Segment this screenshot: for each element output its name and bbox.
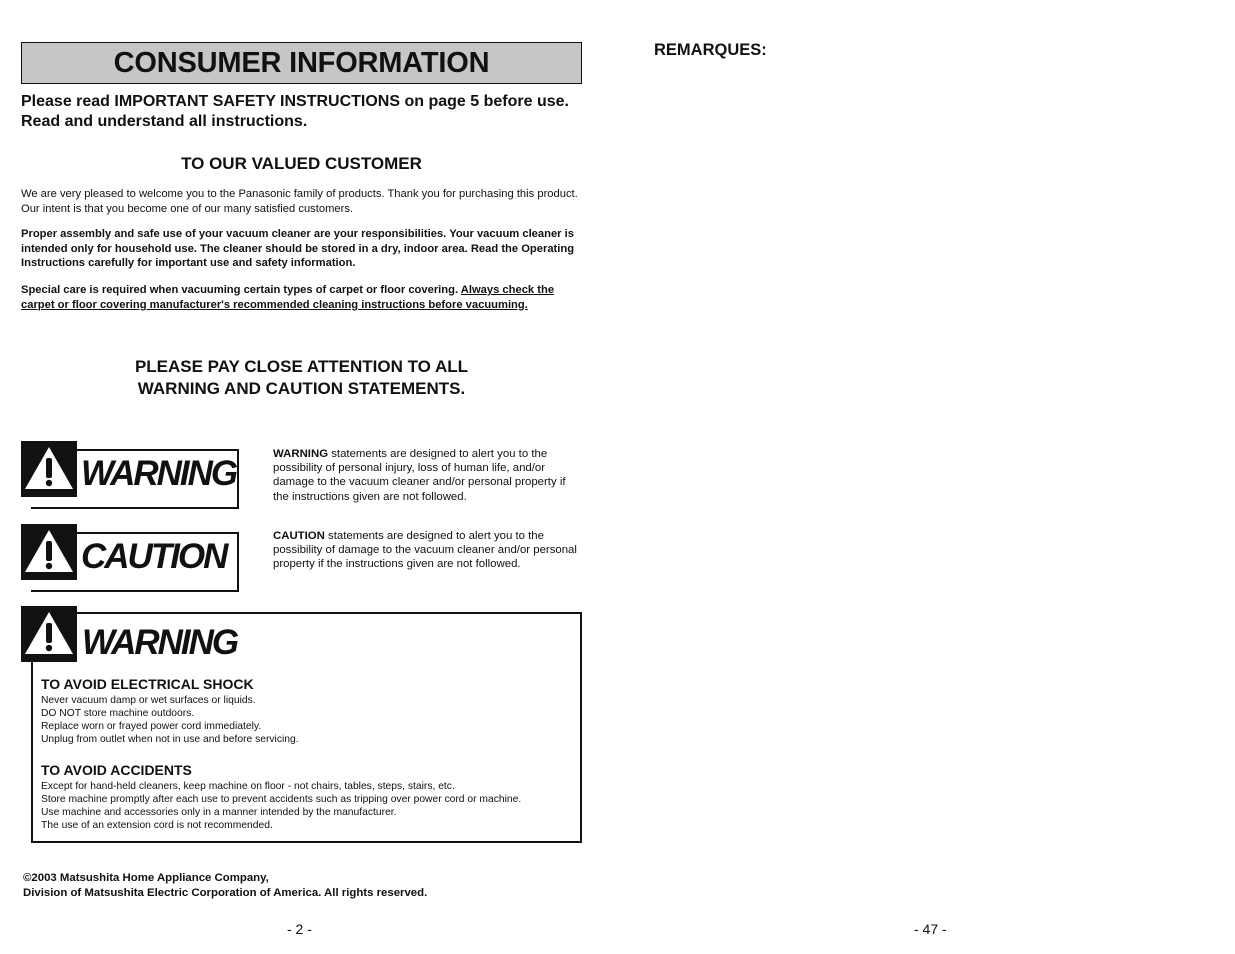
list-item: Store machine promptly after each use to prevent accidents such as tripping over power cord or machine. <box>41 794 522 805</box>
caution-badge-word: CAUTION <box>81 537 227 576</box>
copyright-line-2: Division of Matsushita Electric Corporation of America. All rights reserved. <box>23 887 428 899</box>
responsibility-paragraph: Proper assembly and safe use of your vacuum cleaner are your responsibilities. Your vacuum cleaner is intended only for household use. The cleaner should be stored in a dry, indoor area. Read the Operating Instructions carefully for important use and safety information. <box>21 228 575 270</box>
accident-heading: TO AVOID ACCIDENTS <box>41 762 192 778</box>
copyright-line-1: ©2003 Matsushita Home Appliance Company, <box>23 872 269 884</box>
left-page-number: - 2 - <box>287 921 312 937</box>
warning-badge-word: WARNING <box>81 454 237 493</box>
copyright <box>23 871 583 901</box>
intro-text: Please read IMPORTANT SAFETY INSTRUCTIONS on page 5 before use. Read and understand all instructions. <box>21 93 569 130</box>
warning-box-triangle-icon <box>21 606 77 662</box>
list-item: The use of an extension cord is not recommended. <box>41 820 273 831</box>
customer-heading: TO OUR VALUED CUSTOMER <box>181 154 422 173</box>
list-item: Never vacuum damp or wet surfaces or liquids. <box>41 695 256 706</box>
right-page-number: - 47 - <box>914 921 947 937</box>
accident-list <box>41 780 576 832</box>
special-care-paragraph <box>21 283 586 312</box>
special-care-text: Special care is required when vacuuming certain types of carpet or floor covering. <box>21 284 461 296</box>
welcome-paragraph: We are very pleased to welcome you to the Panasonic family of products. Thank you for purchasing this product. Our intent is that you become one of our many satisfied customers. <box>21 188 578 215</box>
warning-description <box>273 447 583 504</box>
page-title-box <box>21 42 582 84</box>
page-title: CONSUMER INFORMATION <box>113 47 490 79</box>
attention-line-2: WARNING AND CAUTION STATEMENTS. <box>137 379 466 398</box>
list-item: Use machine and accessories only in a manner intended by the manufacturer. <box>41 807 397 818</box>
list-item: Replace worn or frayed power cord immediately. <box>41 721 262 732</box>
special-care-underlined: Always check the carpet or floor covering manufacturer's recommended cleaning instructions before vacuuming. <box>21 284 555 311</box>
warning-box-word: WARNING <box>82 623 238 662</box>
caution-description <box>273 529 583 572</box>
caution-description-bold: CAUTION <box>273 530 325 542</box>
caution-description-text: statements are designed to alert you to the possibility of damage to the vacuum cleaner and/or personal property if the instructions given are not followed. <box>273 530 577 571</box>
caution-triangle-icon <box>21 524 77 580</box>
shock-list <box>41 694 576 746</box>
attention-heading <box>21 356 582 400</box>
attention-line-1: PLEASE PAY CLOSE ATTENTION TO ALL <box>134 357 469 376</box>
list-item: Except for hand-held cleaners, keep machine on floor - not chairs, tables, steps, stairs, etc. <box>41 781 455 792</box>
warning-description-bold: WARNING <box>273 448 329 460</box>
warning-triangle-icon <box>21 441 77 497</box>
list-item: DO NOT store machine outdoors. <box>41 708 195 719</box>
list-item: Unplug from outlet when not in use and before servicing. <box>41 734 299 745</box>
warning-description-text: statements are designed to alert you to the possibility of personal injury, loss of human life, and/or damage to the vacuum cleaner and/or personal property if the instructions given are not followed. <box>273 448 566 503</box>
remarques-heading: REMARQUES: <box>654 41 767 59</box>
shock-heading: TO AVOID ELECTRICAL SHOCK <box>41 676 254 692</box>
